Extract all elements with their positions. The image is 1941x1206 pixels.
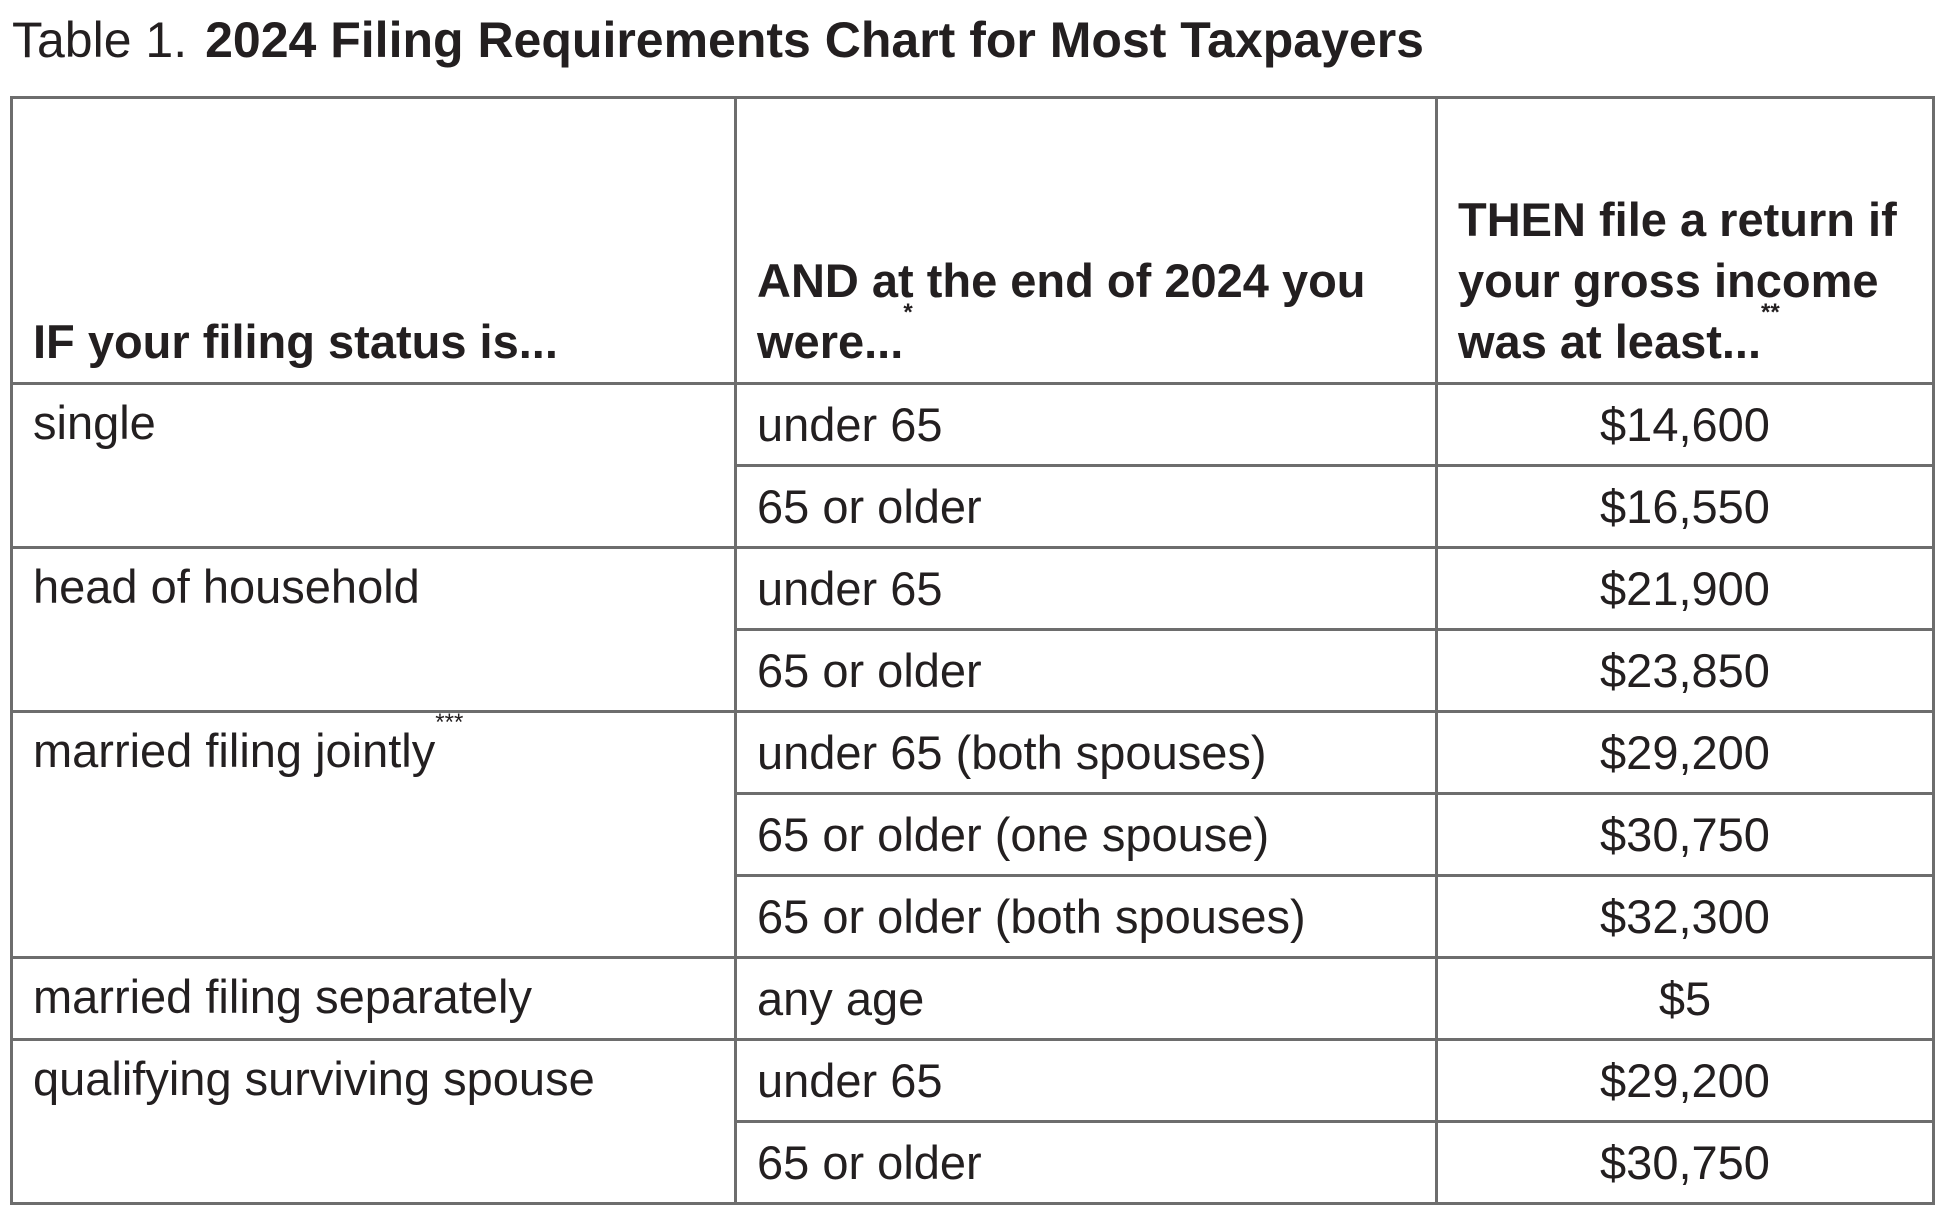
- caption-title: 2024 Filing Requirements Chart for Most Taxpayers: [205, 12, 1424, 68]
- income-cell: $29,200: [1437, 1040, 1934, 1122]
- age-cell: under 65: [736, 384, 1437, 466]
- header-gross-income-footnote: **: [1761, 299, 1780, 326]
- header-age-text: AND at the end of 2024 you were...: [757, 254, 1366, 368]
- header-filing-status-text: IF your filing status is...: [33, 315, 558, 368]
- income-cell: $5: [1437, 958, 1934, 1040]
- income-cell: $29,200: [1437, 712, 1934, 794]
- filing-status-cell: [12, 548, 736, 712]
- filing-status-cell: [12, 958, 736, 1040]
- header-age-footnote: *: [903, 299, 913, 326]
- filing-status-cell: [12, 384, 736, 548]
- age-cell: any age: [736, 958, 1437, 1040]
- income-cell: $16,550: [1437, 466, 1934, 548]
- table-row: [12, 548, 1934, 630]
- income-cell: $14,600: [1437, 384, 1934, 466]
- age-cell: 65 or older (one spouse): [736, 794, 1437, 876]
- table-row: [12, 712, 1934, 794]
- age-cell: 65 or older (both spouses): [736, 876, 1437, 958]
- table-row: [12, 384, 1934, 466]
- filing-status-cell: [12, 1040, 736, 1204]
- table-row: [12, 1040, 1934, 1122]
- income-cell: $21,900: [1437, 548, 1934, 630]
- age-cell: under 65: [736, 548, 1437, 630]
- age-cell: 65 or older: [736, 630, 1437, 712]
- age-cell: under 65: [736, 1040, 1437, 1122]
- header-age: [736, 98, 1437, 384]
- header-row: [12, 98, 1934, 384]
- header-gross-income: [1437, 98, 1934, 384]
- filing-status-footnote: ***: [435, 709, 464, 736]
- header-filing-status: [12, 98, 736, 384]
- age-cell: 65 or older: [736, 466, 1437, 548]
- age-cell: under 65 (both spouses): [736, 712, 1437, 794]
- table-caption: [12, 0, 1424, 80]
- filing-requirements-table: [10, 96, 1935, 1205]
- filing-status-text: married filing jointly: [33, 724, 436, 777]
- filing-status-cell: [12, 709, 736, 958]
- filing-status-text: qualifying surviving spouse: [33, 1052, 595, 1105]
- filing-status-text: single: [33, 396, 156, 449]
- income-cell: $32,300: [1437, 876, 1934, 958]
- income-cell: $23,850: [1437, 630, 1934, 712]
- table-row: [12, 958, 1934, 1040]
- age-cell: 65 or older: [736, 1122, 1437, 1204]
- header-gross-income-text: THEN file a return if your gross income was at least...: [1458, 193, 1897, 368]
- income-cell: $30,750: [1437, 794, 1934, 876]
- caption-label: Table 1.: [12, 12, 188, 68]
- income-cell: $30,750: [1437, 1122, 1934, 1204]
- filing-status-text: married filing separately: [33, 970, 532, 1023]
- filing-status-text: head of household: [33, 560, 420, 613]
